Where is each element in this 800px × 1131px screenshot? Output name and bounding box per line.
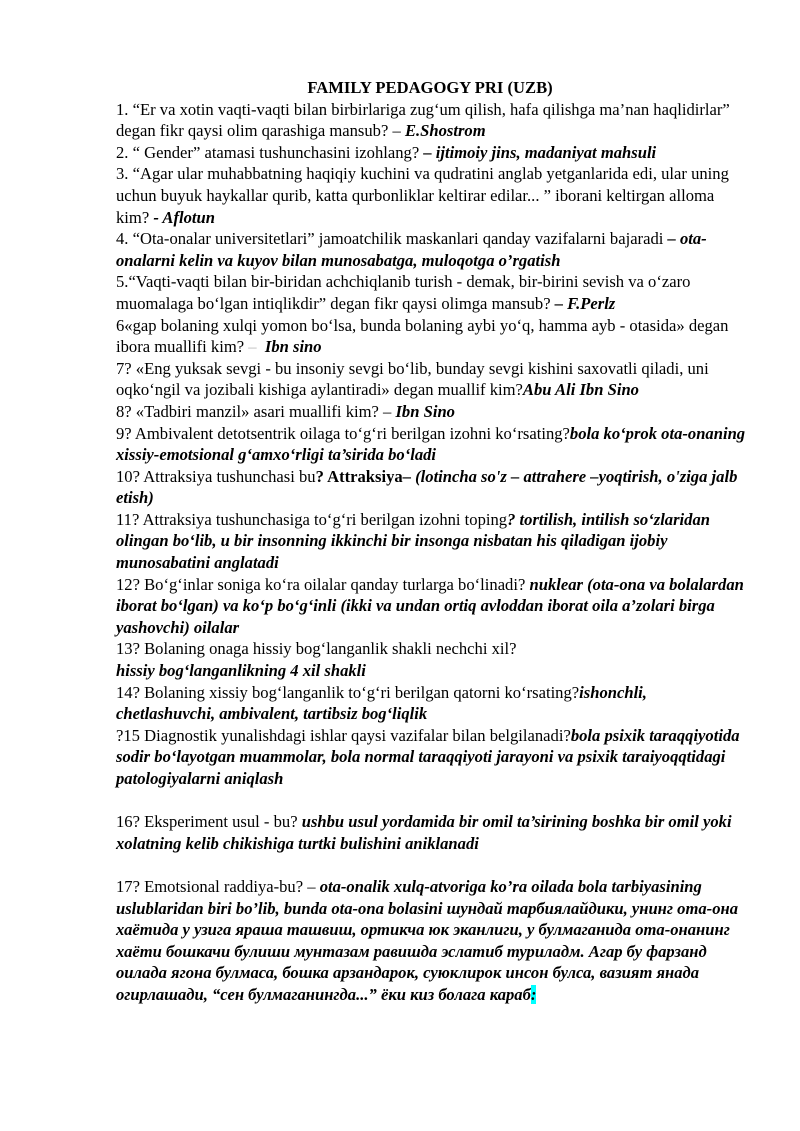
question-17 — [116, 876, 748, 1006]
question-text: 11? Attraksiya tushunchasiga to‘g‘ri berilgan izohni toping — [116, 509, 508, 529]
answer-text: Ibn sino — [264, 337, 322, 357]
question-10 — [116, 466, 748, 509]
answer-text: ota-onalik xulq-atvoriga ko’ra oilada bola tarbiyasining uslublaridan biri bo’lib, bunda ota-ona bolasini шундай тарбиялайдики, унинг ота-она хаётида у узига яраша ташвиш, ортикча юк эканлиги, у булмаганида ота-онанинг хаёти бошкачи булиши мунтазам равишда эслатиб туриладм. Агар бу фарзанд оилада ягона булмаса, бошка арзандарок, суюклирок инсон булса, вазият янада огирлашади, “сен булмаганингда...” ёки киз болага караб — [116, 876, 739, 1004]
question-5 — [116, 271, 748, 314]
highlighted-colon: : — [530, 984, 537, 1004]
question-text: 13? Bolaning onaga hissiy bog‘langanlik shakli nechchi xil? — [116, 639, 517, 659]
blank-line — [116, 790, 748, 812]
question-text: 17? Emotsional raddiya-bu? – — [116, 876, 320, 896]
answer-text: – ijtimoiy jins, madaniyat mahsuli — [423, 142, 657, 162]
answer-text: ushbu usul yordamida bir omil ta’sirining boshka bir omil yoki xolatning kelib chikishiga turtki bulishini aniklanadi — [116, 812, 732, 853]
question-text: 8? «Tadbiri manzil» asari muallifi kim? – — [116, 401, 396, 421]
question-text: 5.“Vaqti-vaqti bilan bir-biridan achchiqlanib turish - demak, bir-birini sevish va o‘zaro muomalaga bo‘lgan intiqlikdir” degan fikr qaysi olimga mansub? — [116, 272, 691, 313]
question-12 — [116, 574, 748, 639]
question-8 — [116, 401, 748, 423]
blank-line — [116, 854, 748, 876]
question-text: 6«gap bolaning xulqi yomon bo‘lsa, bunda bolaning aybi yo‘q, hamma ayb - otasida» degan ibora muallifi kim? — [116, 315, 729, 357]
question-text: 4. “Ota-onalar universitetlari” jamoatchilik maskanlari qanday vazifalarni bajaradi — [116, 229, 668, 249]
question-text: 3. “Agar ular muhabbatning haqiqiy kuchini va qudratini anglab yetganlarida edi, ular uning uchun buyuk haykallar qurib, katta qurbonliklar keltirar edilar... ” iborani keltirgan alloma kim? — [116, 164, 729, 227]
question-14 — [116, 682, 748, 725]
question-text: 14? Bolaning xissiy bog‘langanlik to‘g‘ri berilgan qatorni ko‘rsating? — [116, 682, 580, 702]
dash-mark: – — [248, 337, 257, 357]
question-11 — [116, 509, 748, 574]
question-15 — [116, 725, 748, 790]
answer-text: - Aflotun — [153, 207, 215, 227]
question-text: 2. “ Gender” atamasi tushunchasini izohlang? — [116, 142, 424, 162]
answer-text: bola ko‘prok ota-onaning xissiy-emotsional g‘amxo‘rligi ta’sirida bo‘ladi — [116, 423, 746, 465]
question-2 — [116, 142, 748, 164]
question-text: 10? Attraksiya tushunchasi bu — [116, 466, 316, 486]
document-page — [116, 77, 748, 1006]
question-13 — [116, 638, 748, 681]
question-7 — [116, 358, 748, 401]
question-text: 12? Bo‘g‘inlar soniga ko‘ra oilalar qanday turlarga bo‘linadi? — [116, 574, 530, 594]
question-4 — [116, 228, 748, 271]
answer-text: – ota-onalarni kelin va kuyov bilan munosabatga, muloqotga o’rgatish — [116, 229, 707, 270]
answer-text: hissiy bog‘langanlikning 4 xil shakli — [116, 661, 366, 681]
answer-text: Ibn Sino — [395, 401, 455, 421]
term-text: ? Attraksiya– — [315, 466, 411, 486]
answer-text: ? tortilish, intilish so‘zlaridan olingan bo‘lib, u bir insonning ikkinchi bir insonga nisbatan his qiladigan ijobiy munosabatini anglatadi — [116, 509, 710, 573]
question-1 — [116, 99, 748, 142]
answer-text: ishonchli, chetlashuvchi, ambivalent, tartibsiz bog‘liqlik — [116, 682, 647, 724]
question-text: 16? Eksperiment usul - bu? — [116, 812, 302, 832]
question-3 — [116, 163, 748, 228]
question-text: 7? «Eng yuksak sevgi - bu insoniy sevgi bo‘lib, bunday sevgi kishini saxovatli qiladi, uni oqko‘ngil va jozibali kishiga aylantiradi» degan muallif kim? — [116, 358, 709, 400]
answer-text: bola psixik taraqqiyotida sodir bo‘layotgan muammolar, bola normal taraqqiyoti jarayoni va psixik taraiyoqqtidagi patologiyalarni aniqlash — [116, 725, 740, 788]
answer-text: nuklear (ota-ona va bolalardan iborat bo‘lgan) va ko‘p bo‘g‘inli (ikki va undan ortiq avloddan iborat oila a’zolari birga yashovchi) oilalar — [116, 574, 744, 637]
question-text: 9? Ambivalent detotsentrik oilaga to‘g‘ri berilgan izohni ko‘rsating? — [116, 423, 570, 443]
answer-text: E.Shostrom — [404, 121, 486, 141]
question-text: 1. “Er va xotin vaqti-vaqti bilan birbirlariga zug‘um qilish, hafa qilishga ma’nan haqlidirlar” degan fikr qaysi olim qarashiga mansub? – — [116, 99, 730, 141]
answer-text: Abu Ali Ibn Sino — [522, 380, 639, 400]
question-9 — [116, 423, 748, 466]
question-text: ?15 Diagnostik yunalishdagi ishlar qaysi vazifalar bilan belgilanadi? — [116, 725, 571, 745]
answer-text: – F.Perlz — [554, 293, 616, 313]
question-16 — [116, 811, 748, 854]
page-title: FAMILY PEDAGOGY PRI (UZB) — [307, 78, 553, 97]
question-6 — [116, 315, 748, 358]
answer-text: (lotincha so'z – attrahere –yoqtirish, o'ziga jalb etish) — [116, 466, 738, 508]
